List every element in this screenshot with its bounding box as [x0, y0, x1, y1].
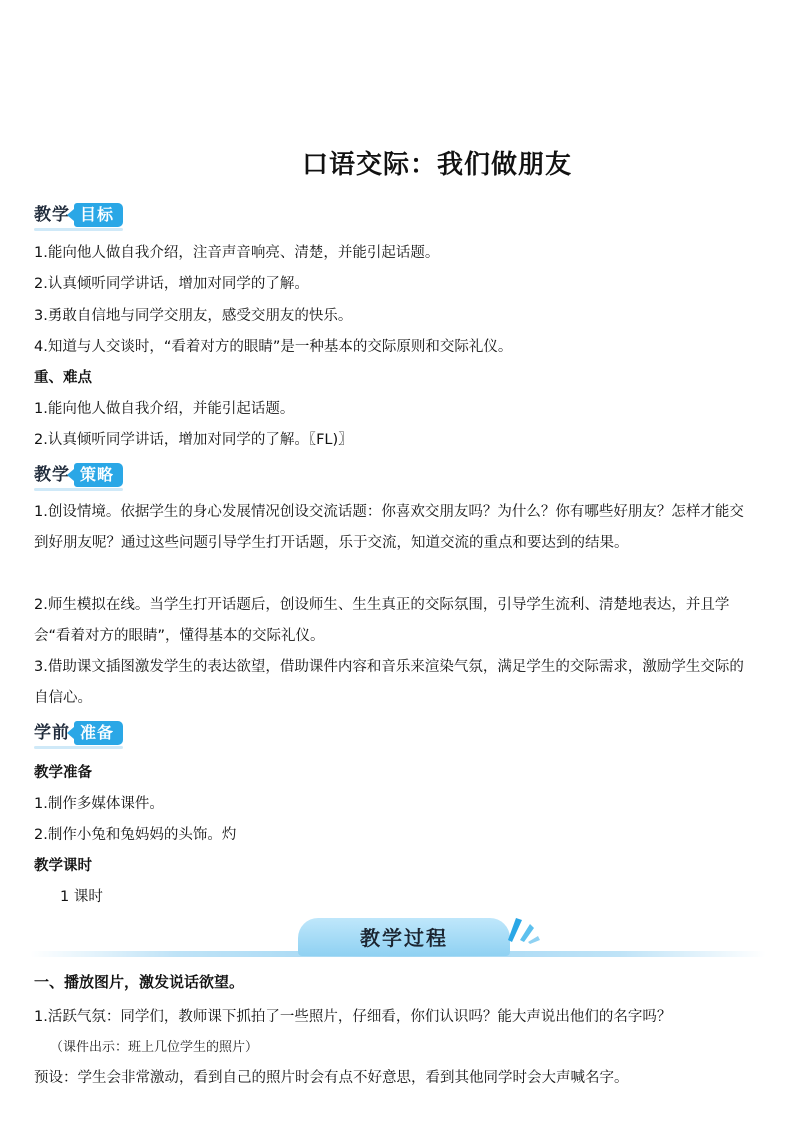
section-header-left: 教学 [34, 465, 70, 485]
goal-item: 2.认真倾听同学讲话，增加对同学的了解。 [34, 276, 309, 292]
banner-title: 教学过程 [360, 926, 448, 950]
section-underline [34, 488, 123, 491]
section-underline [34, 746, 123, 749]
goal-item: 3.勇敢自信地与同学交朋友，感受交朋友的快乐。 [34, 308, 353, 324]
hours-value: 1 课时 [60, 889, 103, 905]
section-header-prep [34, 720, 123, 746]
section-header-tag: 目标 [74, 203, 123, 227]
goal-item: 4.知道与人交谈时，“看着对方的眼睛”是一种基本的交际原则和交际礼仪。 [34, 339, 513, 355]
key-points-heading: 重、难点 [34, 370, 92, 386]
strategy-item: 2.师生模拟在线。当学生打开话题后，创设师生、生生真正的交际氛围，引导学生流利、清楚地表达，并且学会“看着对方的眼睛”，懂得基本的交际礼仪。 [34, 597, 730, 644]
step1-heading: 一、播放图片，激发说话欲望。 [34, 973, 245, 991]
prep-item: 2.制作小兔和兔妈妈的头饰。灼 [34, 827, 237, 843]
section-header-tag: 准备 [74, 721, 123, 745]
step1-preset: 预设：学生会非常激动，看到自己的照片时会有点不好意思，看到其他同学时会大声喊名字。 [34, 1070, 629, 1086]
hours-heading: 教学课时 [34, 858, 92, 874]
section-header-tag: 策略 [74, 463, 123, 487]
section-underline [34, 228, 123, 231]
key-point-item: 2.认真倾听同学讲话，增加对同学的了解。〖FL)〗 [34, 432, 353, 448]
step1-line: 1.活跃气氛：同学们，教师课下抓拍了一些照片，仔细看，你们认识吗？能大声说出他们的名字吗？ [34, 1009, 672, 1025]
page-title: 口语交际：我们做朋友 [301, 150, 572, 180]
section-header-goals [34, 202, 123, 228]
strategy-item: 1.创设情境。依据学生的身心发展情况创设交流话题：你喜欢交朋友吗？为什么？你有哪些好朋友？怎样才能交到好朋友呢？通过这些问题引导学生打开话题，乐于交流，知道交流的重点和要达到的结果。 [34, 504, 744, 551]
prep-item: 1.制作多媒体课件。 [34, 796, 164, 812]
section-header-left: 学前 [34, 723, 70, 743]
section-header-strategy [34, 462, 123, 488]
key-point-item: 1.能向他人做自我介绍，并能引起话题。 [34, 401, 295, 417]
step1-note: （课件出示：班上几位学生的照片） [50, 1040, 259, 1055]
process-banner [30, 914, 766, 960]
section-header-left: 教学 [34, 205, 70, 225]
prep-heading: 教学准备 [34, 765, 92, 781]
strategy-item: 3.借助课文插图激发学生的表达欲望，借助课件内容和音乐来渲染气氛，满足学生的交际需求，激励学生交际的自信心。 [34, 659, 744, 706]
goal-item: 1.能向他人做自我介绍，注音声音响亮、清楚，并能引起话题。 [34, 245, 440, 261]
